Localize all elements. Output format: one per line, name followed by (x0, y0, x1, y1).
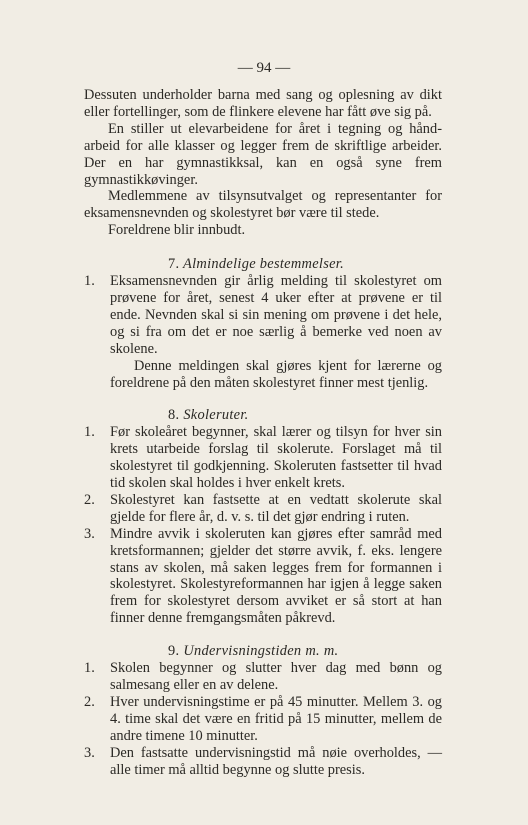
item-number: 1. (84, 660, 95, 677)
section-number: 9. (168, 643, 180, 660)
item-text: Eksamensnevnden gir årlig melding til skolestyret om prøvene for året, senest 4 uker efter at prøvene er til ende. Nevnden skal si sin mening om prøvene i det hele, og si fra om det er noe særlig å bemerke ved noen av skolene. (110, 273, 442, 357)
intro-paragraph: Dessuten underholder barna med sang og oplesning av dikt eller fortellinger, som de flinkere elevene har fått øve sig på. (84, 87, 442, 120)
item-number: 3. (84, 744, 95, 761)
item-text: Før skoleåret begynner, skal lærer og tilsyn for hver sin krets utarbeide forslag til skolerute. Forslaget må til skolestyret til godkjenning. Skoleruten fastsetter til hvad tid skolen skal holdes i hver enkelt krets. (110, 424, 442, 492)
section-heading (84, 256, 442, 273)
section-title: Almindelige bestemmelser. (183, 256, 345, 273)
item-text: Skolestyret kan fastsette at en vedtatt skolerute skal gjelde for flere år, d. v. s. til det gjør endring i ruten. (110, 491, 442, 525)
section-title: Skoleruter. (183, 407, 249, 424)
intro-paragraph: Foreldrene blir innbudt. (108, 222, 246, 239)
list-item (84, 424, 442, 492)
section-number: 7. (168, 256, 180, 273)
page-number: — 94 — (237, 60, 291, 76)
item-number: 1. (84, 273, 95, 290)
list-item (84, 745, 442, 779)
item-number: 2. (84, 491, 95, 508)
item-text: Mindre avvik i skoleruten kan gjøres efter samråd med kretsformannen; gjelder det større avvik, f. eks. lengere stans av skolen, må saken legges frem for formannen i skolestyret. Skolestyreformannen har igjen å legge saken frem for skolestyret dersom avviket er så stort at han finner denne fremgangsmåten påkrevd. (110, 525, 442, 627)
list-item (84, 694, 442, 745)
item-text: Hver undervisningstime er på 45 minutter. Mellem 3. og 4. time skal det være en fritid på 15 minutter, mellem de andre timene 10 minutter. (110, 693, 442, 744)
page-body (84, 87, 442, 778)
item-text: Den fastsatte undervisningstid må nøie overholdes, — alle timer må alltid begynne og slutte presis. (110, 744, 442, 778)
list-item (84, 492, 442, 526)
item-number: 1. (84, 424, 95, 441)
list-item (84, 273, 442, 358)
section-heading (84, 407, 442, 424)
intro-paragraph: Medlemmene av tilsynsutvalget og representanter for eksamensnevnden og skolestyret bør være til stede. (84, 188, 442, 222)
section-title: Undervisningstiden m. m. (183, 643, 339, 660)
list-item (84, 526, 442, 627)
intro-paragraph: En stiller ut elevarbeidene for året i tegning og håndarbeid for alle klasser og legger frem de skriftlige arbeider. Der en har gymnastikksal, kan en også syne frem gymnastikkøvinger. (84, 120, 442, 188)
section-number: 8. (168, 407, 180, 424)
section-heading (84, 643, 442, 660)
item-paragraph: Denne meldingen skal gjøres kjent for lærerne og foreldrene på den måten skolestyret finner mest tjenlig. (110, 357, 442, 391)
item-number: 3. (84, 525, 95, 542)
item-text: Skolen begynner og slutter hver dag med bønn og salmesang eller en av delene. (110, 660, 442, 693)
list-item (84, 660, 442, 694)
item-number: 2. (84, 693, 95, 710)
